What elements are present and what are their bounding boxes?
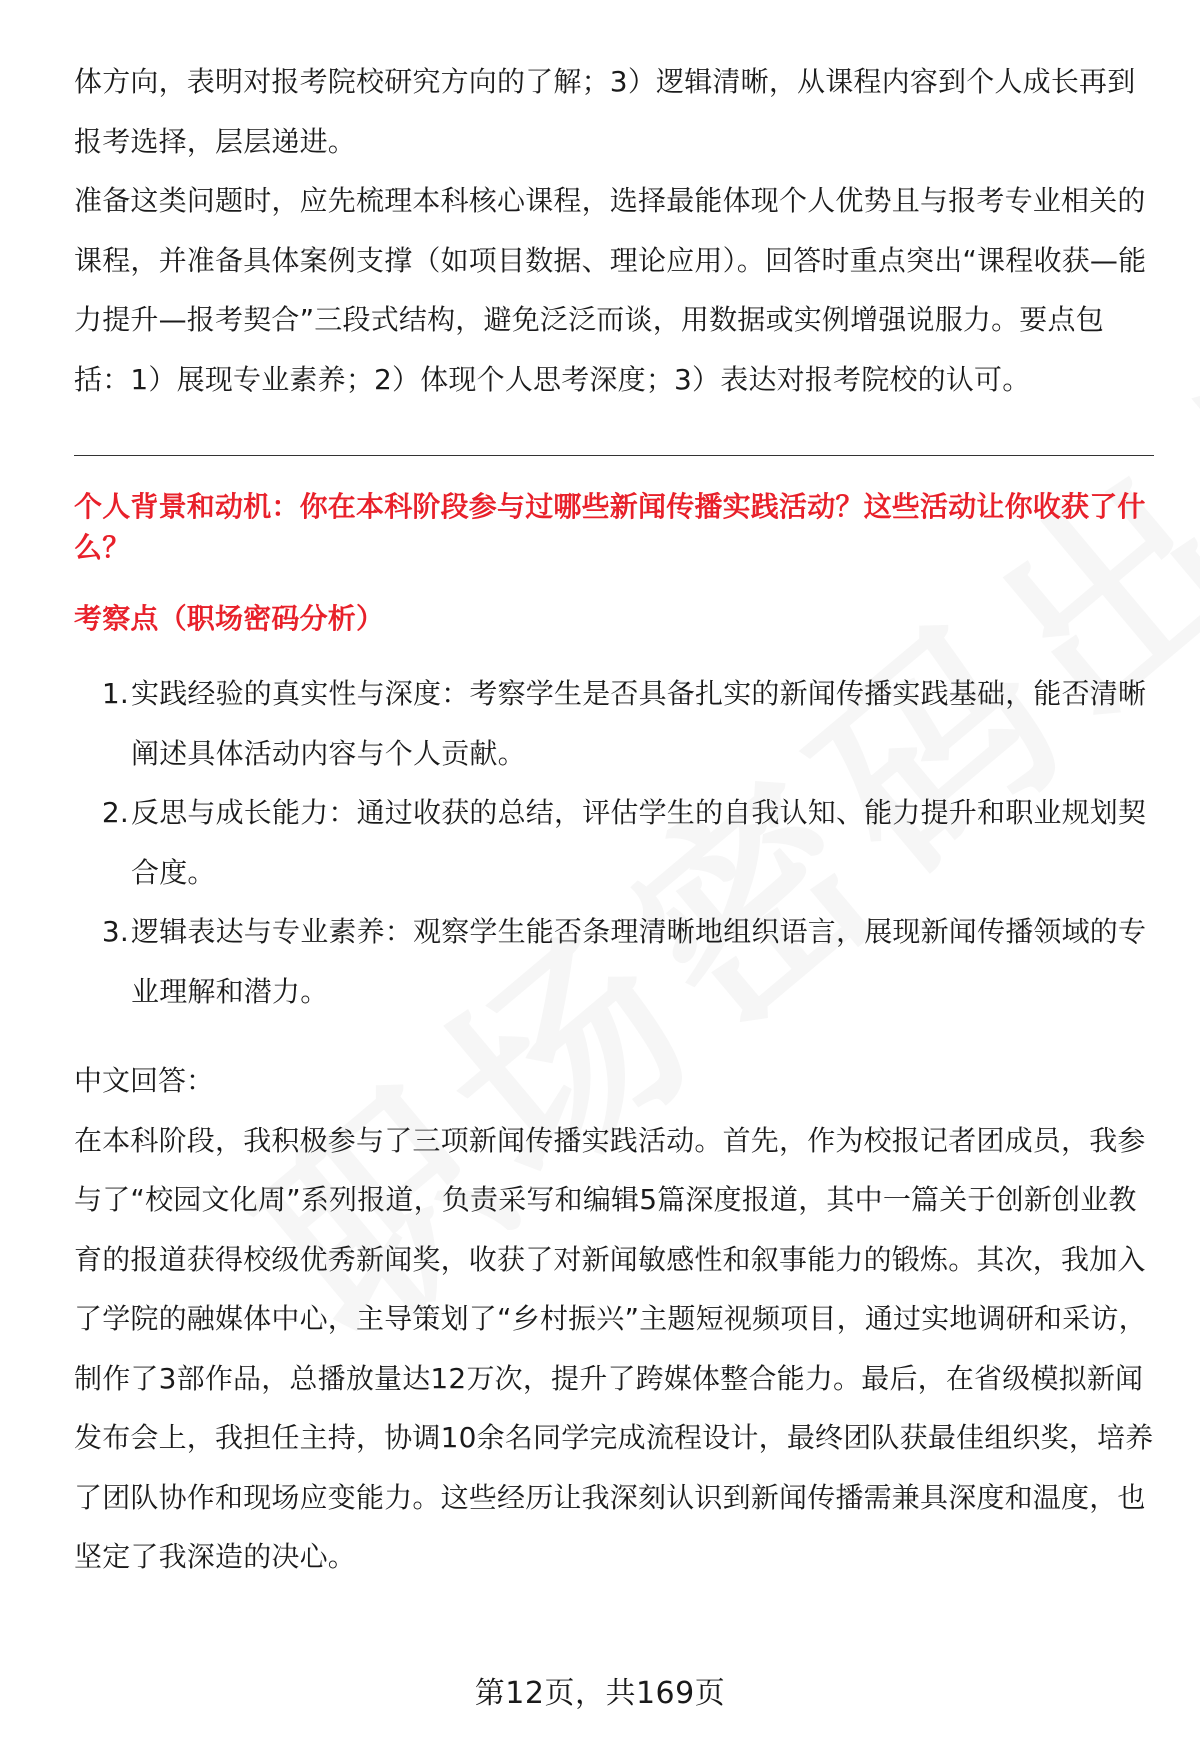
question-heading: 个人背景和动机：你在本科阶段参与过哪些新闻传播实践活动？这些活动让你收获了什么？ bbox=[74, 490, 1146, 564]
list-item-text: 实践经验的真实性与深度：考察学生是否具备扎实的新闻传播实践基础，能否清晰阐述具体活动内容与个人贡献。 bbox=[131, 677, 1147, 770]
section-divider bbox=[74, 455, 1154, 456]
list-item-text: 逻辑表达与专业素养：观察学生能否条理清晰地组织语言，展现新闻传播领域的专业理解和潜力。 bbox=[131, 915, 1147, 1008]
list-item bbox=[74, 902, 1154, 1021]
intro-paragraph-continued: 体方向，表明对报考院校研究方向的了解；3）逻辑清晰，从课程内容到个人成长再到报考选择，层层递进。 bbox=[74, 65, 1136, 158]
assessment-points-list bbox=[74, 664, 1154, 1021]
intro-paragraph-advice: 准备这类问题时，应先梳理本科核心课程，选择最能体现个人优势且与报考专业相关的课程，并准备具体案例支撑（如项目数据、理论应用）。回答时重点突出“课程收获—能力提升—报考契合”三段式结构，避免泛泛而谈，用数据或实例增强说服力。要点包括：1）展现专业素养；2）体现个人思考深度；3）表达对报考院校的认可。 bbox=[74, 184, 1147, 396]
list-item-text: 反思与成长能力：通过收获的总结，评估学生的自我认知、能力提升和职业规划契合度。 bbox=[131, 796, 1147, 889]
document-page bbox=[74, 52, 1154, 1587]
answer-paragraph: 在本科阶段，我积极参与了三项新闻传播实践活动。首先，作为校报记者团成员，我参与了“校园文化周”系列报道，负责采写和编辑5篇深度报道，其中一篇关于创新创业教育的报道获得校级优秀新闻奖，收获了对新闻敏感性和叙事能力的锻炼。其次，我加入了学院的融媒体中心，主导策划了“乡村振兴”主题短视频项目，通过实地调研和采访，制作了3部作品，总播放量达12万次，提升了跨媒体整合能力。最后，在省级模拟新闻发布会上，我担任主持，协调10余名同学完成流程设计，最终团队获最佳组织奖，培养了团队协作和现场应变能力。这些经历让我深刻认识到新闻传播需兼具深度和温度，也坚定了我深造的决心。 bbox=[74, 1123, 1154, 1573]
list-item bbox=[74, 783, 1154, 902]
list-item bbox=[74, 664, 1154, 783]
answer-label: 中文回答： bbox=[74, 1064, 215, 1097]
page-number-footer: 第12页，共169页 bbox=[474, 1676, 726, 1711]
list-item-number: 1. bbox=[101, 677, 129, 710]
list-item-number: 3. bbox=[101, 915, 129, 948]
list-item-number: 2. bbox=[101, 796, 129, 829]
assessment-subheading: 考察点（职场密码分析） bbox=[74, 602, 385, 635]
